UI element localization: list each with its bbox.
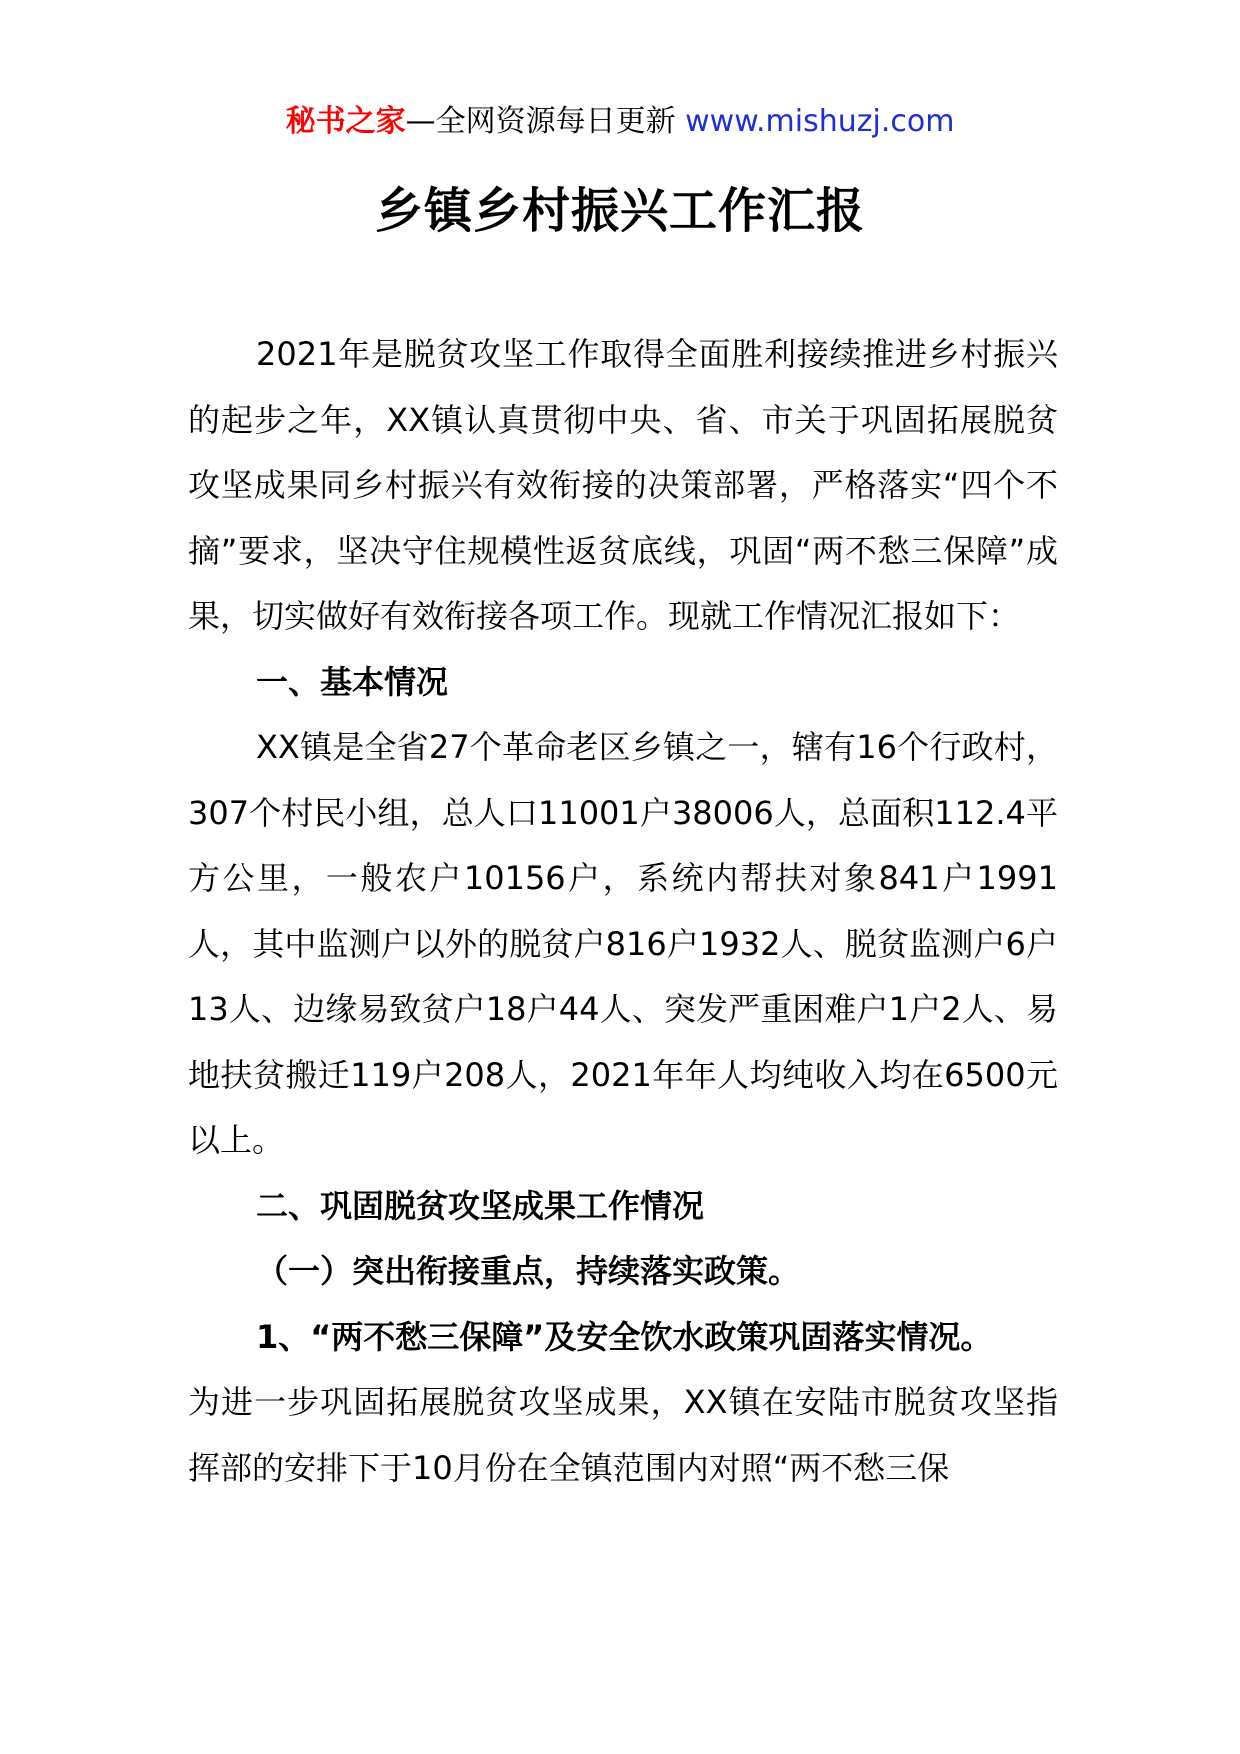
site-url-link[interactable]: www.mishuzj.com [685, 104, 955, 139]
document-body [188, 322, 1058, 1501]
document-title: 乡镇乡村振兴工作汇报 [374, 183, 865, 239]
site-header [0, 100, 1240, 144]
section-heading-basic-info: 一、基本情况 [256, 662, 449, 701]
section-heading-consolidation: 二、巩固脱贫攻坚成果工作情况 [256, 1186, 705, 1225]
header-tagline: —全网资源每日更新 [405, 104, 686, 139]
intro-paragraph: 2021年是脱贫攻坚工作取得全面胜利接续推进乡村振兴的起步之年，XX镇认真贯彻中央、省、市关于巩固拓展脱贫攻坚成果同乡村振兴有效衔接的决策部署，严格落实“四个不摘”要求，坚决守住规模性返贫底线，巩固“两不愁三保障”成果，切实做好有效衔接各项工作。现就工作情况汇报如下： [188, 335, 1058, 635]
guarantees-paragraph: 为进一步巩固拓展脱贫攻坚成果，XX镇在安陆市脱贫攻坚指挥部的安排下于10月份在全镇范围内对照“两不愁三保 [188, 1383, 1058, 1487]
subsection-heading-policy: （一）突出衔接重点，持续落实政策。 [256, 1252, 801, 1290]
basic-info-paragraph: XX镇是全省27个革命老区乡镇之一，辖有16个行政村，307个村民小组，总人口11001户38006人，总面积112.4平方公里，一般农户10156户，系统内帮扶对象841户1991人，其中监测户以外的脱贫户816户1932人、脱贫监测户6户13人、边缘易致贫户18户44人、突发严重困难户1户2人、易地扶贫搬迁119户208人，2021年年人均纯收入均在6500元以上。 [188, 728, 1058, 1159]
item-heading-guarantees: 1、“两不愁三保障”及安全饮水政策巩固落实情况。 [256, 1317, 993, 1356]
brand-name: 秘书之家 [285, 104, 406, 139]
